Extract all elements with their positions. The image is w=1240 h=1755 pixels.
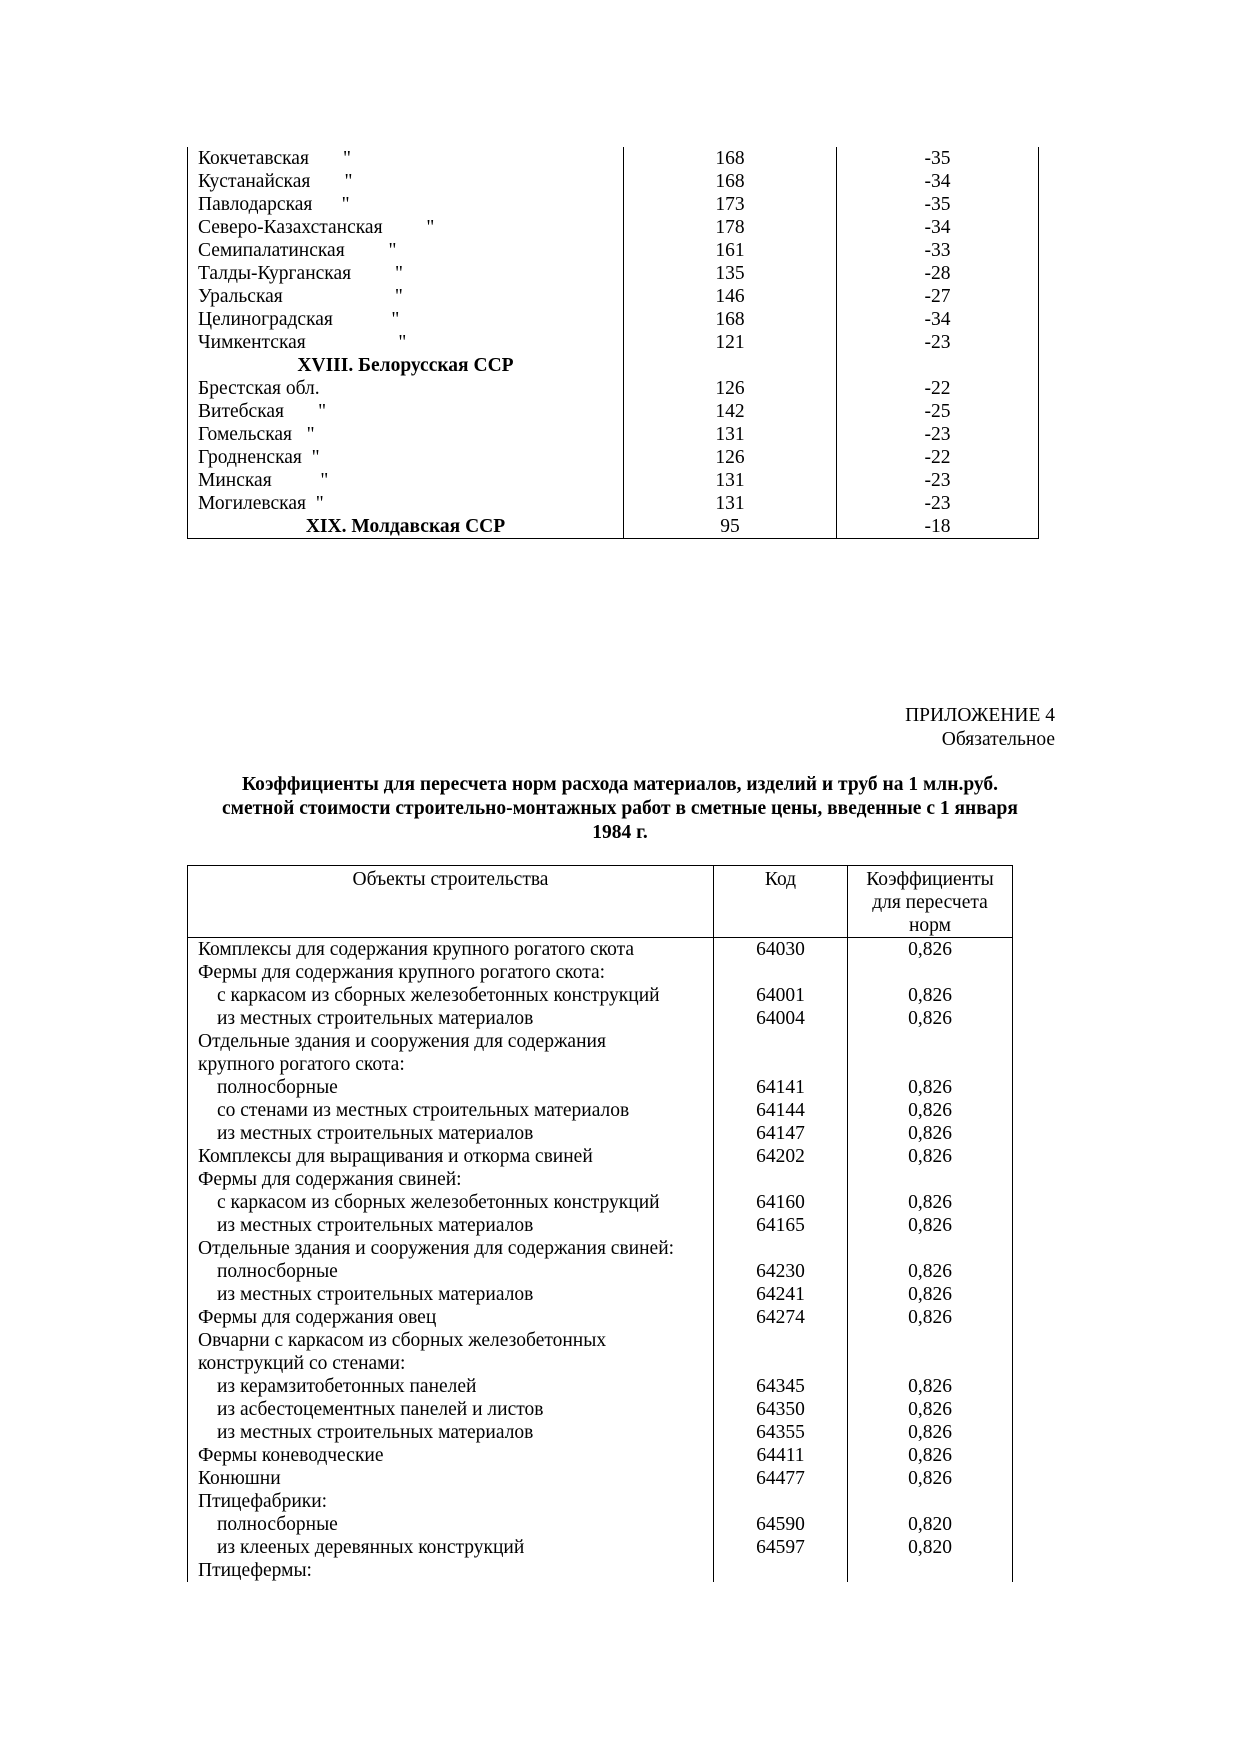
object-name: Овчарни с каркасом из сборных железобетонных: [188, 1329, 714, 1352]
object-name: со стенами из местных строительных материалов: [188, 1099, 714, 1122]
region-coefficient: [837, 354, 1039, 377]
object-coefficient: [848, 1030, 1013, 1053]
object-name: Фермы для содержания овец: [188, 1306, 714, 1329]
region-name: Кустанайская ": [188, 170, 624, 193]
table-row: [188, 1536, 1013, 1559]
region-name: Гродненская ": [188, 446, 624, 469]
object-code: 64477: [714, 1467, 848, 1490]
section-heading: XIX. Молдавская ССР: [188, 515, 624, 539]
document-title: [187, 773, 1053, 845]
regions-table-body: [188, 147, 1039, 539]
region-value: 121: [624, 331, 837, 354]
table-row: [188, 193, 1039, 216]
region-name: Талды-Курганская ": [188, 262, 624, 285]
object-coefficient: 0,826: [848, 1076, 1013, 1099]
object-coefficient: [848, 1490, 1013, 1513]
region-value: 146: [624, 285, 837, 308]
table-row: [188, 1490, 1013, 1513]
table-row: [188, 308, 1039, 331]
title-line-3: 1984 г.: [592, 822, 648, 843]
region-name: Чимкентская ": [188, 331, 624, 354]
object-code: 64274: [714, 1306, 848, 1329]
region-name: Уральская ": [188, 285, 624, 308]
object-code: 64147: [714, 1122, 848, 1145]
object-name: крупного рогатого скота:: [188, 1053, 714, 1076]
table-row: [188, 423, 1039, 446]
object-code: 64141: [714, 1076, 848, 1099]
object-coefficient: 0,826: [848, 1306, 1013, 1329]
object-coefficient: 0,826: [848, 1214, 1013, 1237]
header-code: Код: [714, 866, 848, 938]
header-coef-line-3: норм: [909, 915, 951, 936]
region-coefficient: -35: [837, 193, 1039, 216]
object-name: из местных строительных материалов: [188, 1283, 714, 1306]
region-name: Гомельская ": [188, 423, 624, 446]
coefficients-table-body: [188, 938, 1013, 1583]
region-value: [624, 354, 837, 377]
region-coefficient: -34: [837, 308, 1039, 331]
object-code: 64590: [714, 1513, 848, 1536]
header-coefficients: [848, 866, 1013, 938]
table-row: [188, 492, 1039, 515]
region-coefficient: -34: [837, 170, 1039, 193]
region-coefficient: -25: [837, 400, 1039, 423]
table-row: [188, 216, 1039, 239]
region-coefficient: -23: [837, 469, 1039, 492]
object-code: 64345: [714, 1375, 848, 1398]
table-row: [188, 377, 1039, 400]
object-name: полносборные: [188, 1513, 714, 1536]
region-name: Брестская обл.: [188, 377, 624, 400]
object-name: Птицефабрики:: [188, 1490, 714, 1513]
object-name: из местных строительных материалов: [188, 1421, 714, 1444]
table-row: [188, 239, 1039, 262]
object-code: 64241: [714, 1283, 848, 1306]
region-value: 168: [624, 170, 837, 193]
object-name: Комплексы для содержания крупного рогатого скота: [188, 938, 714, 962]
region-name: Северо-Казахстанская ": [188, 216, 624, 239]
header-coef-line-2: для пересчета: [872, 892, 988, 913]
object-code: 64001: [714, 984, 848, 1007]
region-value: 178: [624, 216, 837, 239]
object-coefficient: 0,820: [848, 1513, 1013, 1536]
object-code: 64165: [714, 1214, 848, 1237]
region-coefficient: -34: [837, 216, 1039, 239]
object-code: [714, 1237, 848, 1260]
object-name: из местных строительных материалов: [188, 1214, 714, 1237]
table-row: [188, 331, 1039, 354]
table-row: [188, 1122, 1013, 1145]
object-name: из местных строительных материалов: [188, 1122, 714, 1145]
object-coefficient: 0,826: [848, 1260, 1013, 1283]
title-line-2: сметной стоимости строительно-монтажных работ в сметные цены, введенные с 1 января: [222, 798, 1018, 819]
object-code: [714, 1559, 848, 1582]
object-coefficient: 0,820: [848, 1536, 1013, 1559]
table-row: [188, 1375, 1013, 1398]
region-coefficient: -18: [837, 515, 1039, 539]
table-row: [188, 147, 1039, 170]
object-code: [714, 1168, 848, 1191]
table-row: [188, 262, 1039, 285]
region-coefficient: -35: [837, 147, 1039, 170]
region-value: 161: [624, 239, 837, 262]
table-row: [188, 400, 1039, 423]
object-code: 64411: [714, 1444, 848, 1467]
object-name: из асбестоцементных панелей и листов: [188, 1398, 714, 1421]
object-code: [714, 1329, 848, 1352]
object-coefficient: 0,826: [848, 938, 1013, 962]
region-coefficient: -22: [837, 446, 1039, 469]
region-name: Витебская ": [188, 400, 624, 423]
object-coefficient: [848, 1237, 1013, 1260]
region-value: 126: [624, 446, 837, 469]
appendix-header: [905, 704, 1055, 752]
appendix-label: ПРИЛОЖЕНИЕ 4: [905, 705, 1055, 726]
object-coefficient: [848, 1329, 1013, 1352]
table-row: [188, 1444, 1013, 1467]
object-code: 64144: [714, 1099, 848, 1122]
object-coefficient: 0,826: [848, 1283, 1013, 1306]
object-code: 64355: [714, 1421, 848, 1444]
object-code: 64004: [714, 1007, 848, 1030]
object-name: из местных строительных материалов: [188, 1007, 714, 1030]
region-coefficient: -23: [837, 331, 1039, 354]
object-name: Фермы для содержания крупного рогатого скота:: [188, 961, 714, 984]
object-code: [714, 1352, 848, 1375]
object-coefficient: 0,826: [848, 1191, 1013, 1214]
region-coefficient: -28: [837, 262, 1039, 285]
table-row: [188, 1421, 1013, 1444]
object-name: Фермы для содержания свиней:: [188, 1168, 714, 1191]
region-value: 173: [624, 193, 837, 216]
object-coefficient: 0,826: [848, 1145, 1013, 1168]
table-row: [188, 1329, 1013, 1352]
object-coefficient: [848, 1352, 1013, 1375]
table-row: [188, 961, 1013, 984]
object-name: Отдельные здания и сооружения для содержания свиней:: [188, 1237, 714, 1260]
object-coefficient: [848, 1559, 1013, 1582]
object-name: конструкций со стенами:: [188, 1352, 714, 1375]
region-name: Семипалатинская ": [188, 239, 624, 262]
table-row: [188, 1352, 1013, 1375]
table-row: [188, 1053, 1013, 1076]
region-value: 135: [624, 262, 837, 285]
table-row: [188, 1306, 1013, 1329]
object-coefficient: [848, 1168, 1013, 1191]
object-name: Фермы коневодческие: [188, 1444, 714, 1467]
table-row: [188, 1145, 1013, 1168]
object-code: [714, 1053, 848, 1076]
object-code: [714, 961, 848, 984]
object-name: Птицефермы:: [188, 1559, 714, 1582]
table-row: [188, 1398, 1013, 1421]
object-coefficient: 0,826: [848, 1467, 1013, 1490]
object-name: Конюшни: [188, 1467, 714, 1490]
object-coefficient: 0,826: [848, 1398, 1013, 1421]
object-code: 64597: [714, 1536, 848, 1559]
object-coefficient: 0,826: [848, 1099, 1013, 1122]
region-value: 168: [624, 308, 837, 331]
table-row: [188, 1513, 1013, 1536]
header-coef-line-1: Коэффициенты: [866, 869, 994, 890]
header-objects: Объекты строительства: [188, 866, 714, 938]
object-code: 64202: [714, 1145, 848, 1168]
table-row: [188, 1283, 1013, 1306]
object-name: полносборные: [188, 1260, 714, 1283]
table-row: [188, 446, 1039, 469]
table-row: [188, 1099, 1013, 1122]
object-code: [714, 1490, 848, 1513]
table-row: [188, 515, 1039, 539]
region-name: Кокчетавская ": [188, 147, 624, 170]
table-row: [188, 285, 1039, 308]
object-coefficient: 0,826: [848, 1122, 1013, 1145]
table-header-row: [188, 866, 1013, 938]
section-heading: XVIII. Белорусская ССР: [188, 354, 624, 377]
object-coefficient: 0,826: [848, 984, 1013, 1007]
table-row: [188, 1191, 1013, 1214]
region-name: Павлодарская ": [188, 193, 624, 216]
region-value: 168: [624, 147, 837, 170]
region-coefficient: -33: [837, 239, 1039, 262]
object-name: Отдельные здания и сооружения для содержания: [188, 1030, 714, 1053]
object-name: полносборные: [188, 1076, 714, 1099]
region-value: 126: [624, 377, 837, 400]
table-row: [188, 1467, 1013, 1490]
object-coefficient: [848, 961, 1013, 984]
region-value: 131: [624, 492, 837, 515]
table-row: [188, 1007, 1013, 1030]
region-coefficient: -23: [837, 492, 1039, 515]
region-value: 142: [624, 400, 837, 423]
region-name: Минская ": [188, 469, 624, 492]
coefficients-table: [187, 865, 1013, 1582]
table-row: [188, 469, 1039, 492]
region-name: Целиноградская ": [188, 308, 624, 331]
appendix-status: Обязательное: [941, 729, 1055, 750]
object-coefficient: [848, 1053, 1013, 1076]
region-value: 131: [624, 423, 837, 446]
region-coefficient: -23: [837, 423, 1039, 446]
regions-table: [187, 147, 1039, 539]
object-code: 64030: [714, 938, 848, 962]
region-value: 131: [624, 469, 837, 492]
object-coefficient: 0,826: [848, 1421, 1013, 1444]
object-coefficient: 0,826: [848, 1444, 1013, 1467]
table-row: [188, 1559, 1013, 1582]
region-name: Могилевская ": [188, 492, 624, 515]
table-row: [188, 1168, 1013, 1191]
object-code: 64350: [714, 1398, 848, 1421]
object-coefficient: 0,826: [848, 1375, 1013, 1398]
table-row: [188, 1076, 1013, 1099]
table-row: [188, 984, 1013, 1007]
object-coefficient: 0,826: [848, 1007, 1013, 1030]
object-name: Комплексы для выращивания и откорма свиней: [188, 1145, 714, 1168]
title-line-1: Коэффициенты для пересчета норм расхода материалов, изделий и труб на 1 млн.руб.: [241, 774, 999, 795]
object-code: [714, 1030, 848, 1053]
region-value: 95: [624, 515, 837, 539]
object-code: 64230: [714, 1260, 848, 1283]
region-coefficient: -22: [837, 377, 1039, 400]
table-row: [188, 1237, 1013, 1260]
region-coefficient: -27: [837, 285, 1039, 308]
table-row: [188, 938, 1013, 962]
table-row: [188, 1260, 1013, 1283]
table-row: [188, 354, 1039, 377]
object-code: 64160: [714, 1191, 848, 1214]
object-name: с каркасом из сборных железобетонных конструкций: [188, 1191, 714, 1214]
table-row: [188, 1030, 1013, 1053]
object-name: с каркасом из сборных железобетонных конструкций: [188, 984, 714, 1007]
object-name: из клееных деревянных конструкций: [188, 1536, 714, 1559]
table-row: [188, 1214, 1013, 1237]
object-name: из керамзитобетонных панелей: [188, 1375, 714, 1398]
table-row: [188, 170, 1039, 193]
